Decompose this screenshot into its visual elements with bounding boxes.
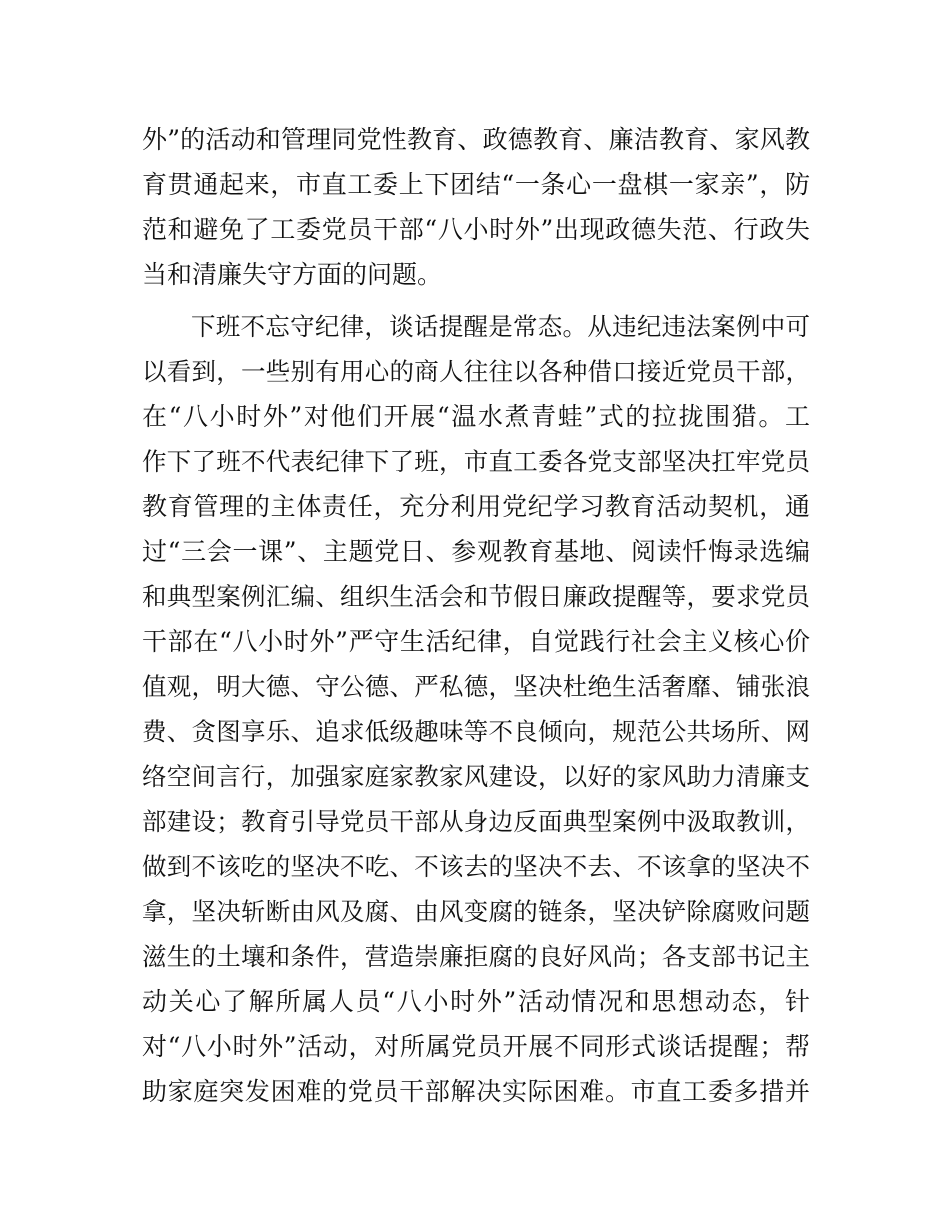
paragraph-2-line-5: 教育管理的主体责任，充分利用党纪学习教育活动契机，通 <box>142 492 810 521</box>
paragraph-2-line-9: 值观，明大德、守公德、严私德，坚决杜绝生活奢靡、铺张浪 <box>142 672 810 701</box>
paragraph-2-line-11: 络空间言行，加强家庭家教家风建设，以好的家风助力清廉支 <box>142 762 810 791</box>
paragraph-2-line-6: 过“三会一课”、主题党日、参观教育基地、阅读忏悔录选编 <box>142 537 810 566</box>
paragraph-2-line-1: 下班不忘守纪律，谈话提醒是常态。从违纪违法案例中可 <box>191 312 810 341</box>
paragraph-1-line-3: 范和避免了工委党员干部“八小时外”出现政德失范、行政失 <box>142 215 810 244</box>
paragraph-2-line-2: 以看到，一些别有用心的商人往往以各种借口接近党员干部， <box>142 357 810 386</box>
paragraph-2-line-7: 和典型案例汇编、组织生活会和节假日廉政提醒等，要求党员 <box>142 582 810 611</box>
paragraph-2-line-12: 部建设；教育引导党员干部从身边反面典型案例中汲取教训， <box>142 807 810 836</box>
paragraph-2-line-13: 做到不该吃的坚决不吃、不该去的坚决不去、不该拿的坚决不 <box>142 852 810 881</box>
paragraph-2-line-15: 滋生的土壤和条件，营造崇廉拒腐的良好风尚；各支部书记主 <box>142 942 810 971</box>
paragraph-1-line-1: 外”的活动和管理同党性教育、政德教育、廉洁教育、家风教 <box>142 125 810 154</box>
paragraph-2-line-16: 动关心了解所属人员“八小时外”活动情况和思想动态，针 <box>142 987 810 1016</box>
paragraph-1-line-4: 当和清廉失守方面的问题。 <box>142 260 443 289</box>
paragraph-2-line-14: 拿，坚决斩断由风及腐、由风变腐的链条，坚决铲除腐败问题 <box>142 897 810 926</box>
paragraph-1-line-2: 育贯通起来，市直工委上下团结“一条心一盘棋一家亲”，防 <box>142 170 810 199</box>
paragraph-2-line-4: 作下了班不代表纪律下了班，市直工委各党支部坚决扛牢党员 <box>142 447 810 476</box>
paragraph-2-line-8: 干部在“八小时外”严守生活纪律，自觉践行社会主义核心价 <box>142 627 810 656</box>
paragraph-2-line-10: 费、贪图享乐、追求低级趣味等不良倾向，规范公共场所、网 <box>142 717 810 746</box>
paragraph-2-line-18: 助家庭突发困难的党员干部解决实际困难。市直工委多措并 <box>142 1077 810 1106</box>
paragraph-2-line-3: 在“八小时外”对他们开展“温水煮青蛙”式的拉拢围猎。工 <box>142 402 810 431</box>
paragraph-2-line-17: 对“八小时外”活动，对所属党员开展不同形式谈话提醒；帮 <box>142 1032 810 1061</box>
